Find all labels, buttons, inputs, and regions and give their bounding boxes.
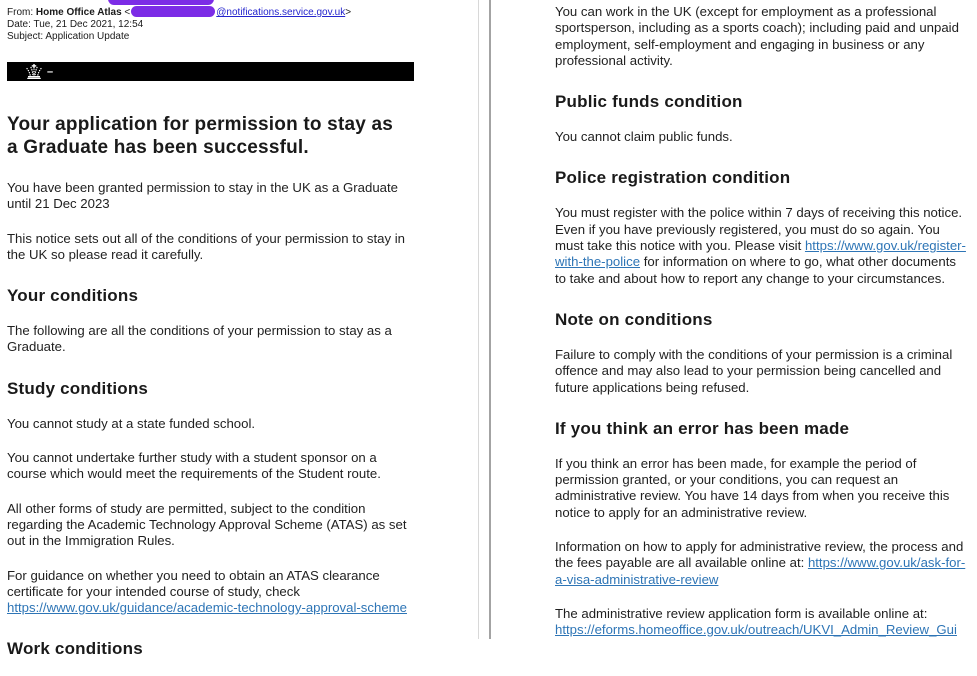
police-registration-paragraph bbox=[555, 205, 969, 286]
date-value: Tue, 21 Dec 2021, 12:54 bbox=[33, 19, 144, 30]
your-conditions-heading: Your conditions bbox=[7, 286, 139, 306]
police-registration-heading: Police registration condition bbox=[555, 168, 791, 188]
error-heading: If you think an error has been made bbox=[555, 418, 850, 438]
subject-line bbox=[7, 31, 408, 43]
admin-review-form-text: The administrative review application form is available online at: bbox=[555, 605, 928, 621]
date-label: Date: bbox=[7, 19, 34, 30]
atas-guidance-text: For guidance on whether you need to obtain an ATAS clearance certificate for your intended course of study, check bbox=[7, 567, 380, 599]
police-text-before: You must register with the police within 7 days of receiving this notice. Even if you have previously registered, you must do so again. You must take this notice with you. Please visit bbox=[555, 205, 963, 254]
study-conditions-heading: Study conditions bbox=[7, 378, 149, 398]
crown-icon bbox=[23, 64, 45, 79]
from-line bbox=[7, 6, 408, 19]
main-heading: Your application for permission to stay as a Graduate has been successful. bbox=[7, 114, 394, 158]
angle-open: < bbox=[121, 7, 131, 18]
page-edge-right bbox=[489, 0, 491, 639]
from-label: From: bbox=[7, 7, 36, 18]
admin-review-form-link[interactable]: https://eforms.homeoffice.gov.uk/outreach/UKVI_Admin_Review_Gui bbox=[555, 622, 957, 638]
public-funds-heading: Public funds condition bbox=[555, 92, 743, 112]
banner-dash: – bbox=[47, 65, 54, 78]
police-text-after: for information on where to go, what other documents to take and about how to report any change to your circumstances. bbox=[555, 254, 956, 286]
date-line bbox=[7, 19, 408, 31]
email-header bbox=[7, 0, 408, 43]
notice-paragraph: This notice sets out all of the conditions of your permission to stay in the UK so please read it carefully. bbox=[7, 230, 406, 262]
study-atas-paragraph: All other forms of study are permitted, subject to the condition regarding the Academic Technology Approval Scheme (ATAS) as set out in the Immigration Rules. bbox=[7, 500, 407, 549]
note-on-conditions-paragraph: Failure to comply with the conditions of your permission is a criminal offence and may also lead to your permission being cancelled and future applications being refused. bbox=[555, 346, 953, 395]
atas-scheme-link[interactable]: https://www.gov.uk/guidance/academic-technology-approval-scheme bbox=[7, 600, 407, 616]
conditions-intro-paragraph: The following are all the conditions of your permission to stay as a Graduate. bbox=[7, 323, 392, 355]
note-on-conditions-heading: Note on conditions bbox=[555, 309, 713, 329]
error-paragraph: If you think an error has been made, for example the period of permission granted, or your conditions, you can request an administrative review. You have 14 days from when you receive this notice to apply for an administrative review. bbox=[555, 455, 950, 520]
study-school-paragraph: You cannot study at a state funded school. bbox=[7, 415, 256, 431]
sender-name: Home Office Atlas bbox=[35, 7, 122, 18]
govuk-banner bbox=[7, 62, 414, 81]
subject-label: Subject: bbox=[7, 31, 46, 42]
subject-value: Application Update bbox=[45, 31, 130, 42]
register-with-police-link[interactable]: https://www.gov.uk/register-with-the-police bbox=[555, 238, 966, 270]
redacted-recipient-block bbox=[108, 0, 214, 5]
study-further-paragraph: You cannot undertake further study with a student sponsor on a course which would meet the requirements of the Student route. bbox=[7, 450, 381, 482]
page-edge-left bbox=[478, 0, 479, 639]
work-rights-paragraph: You can work in the UK (except for employment as a professional sportsperson, including as a sports coach); including paid and unpaid employment, self-employment and engaging in business or any professional activity. bbox=[555, 4, 959, 68]
right-page-column bbox=[555, 0, 969, 657]
granted-paragraph: You have been granted permission to stay in the UK as a Graduate until 21 Dec 2023 bbox=[7, 180, 398, 212]
redacted-email-local-part bbox=[131, 6, 215, 17]
sender-domain-link[interactable]: @notifications.service.gov.uk bbox=[216, 7, 346, 18]
angle-close: > bbox=[345, 7, 352, 18]
work-conditions-heading: Work conditions bbox=[7, 639, 143, 659]
admin-review-info-link[interactable]: https://www.gov.uk/ask-for-a-visa-administrative-review bbox=[555, 555, 966, 587]
left-page-column bbox=[7, 0, 408, 676]
admin-review-form-paragraph bbox=[555, 606, 969, 639]
atas-guidance-paragraph bbox=[7, 568, 408, 617]
admin-review-info-paragraph bbox=[555, 539, 969, 588]
public-funds-paragraph: You cannot claim public funds. bbox=[555, 129, 733, 145]
admin-review-info-text: Information on how to apply for administrative review, the process and the fees payable are all available online at: bbox=[555, 539, 964, 571]
